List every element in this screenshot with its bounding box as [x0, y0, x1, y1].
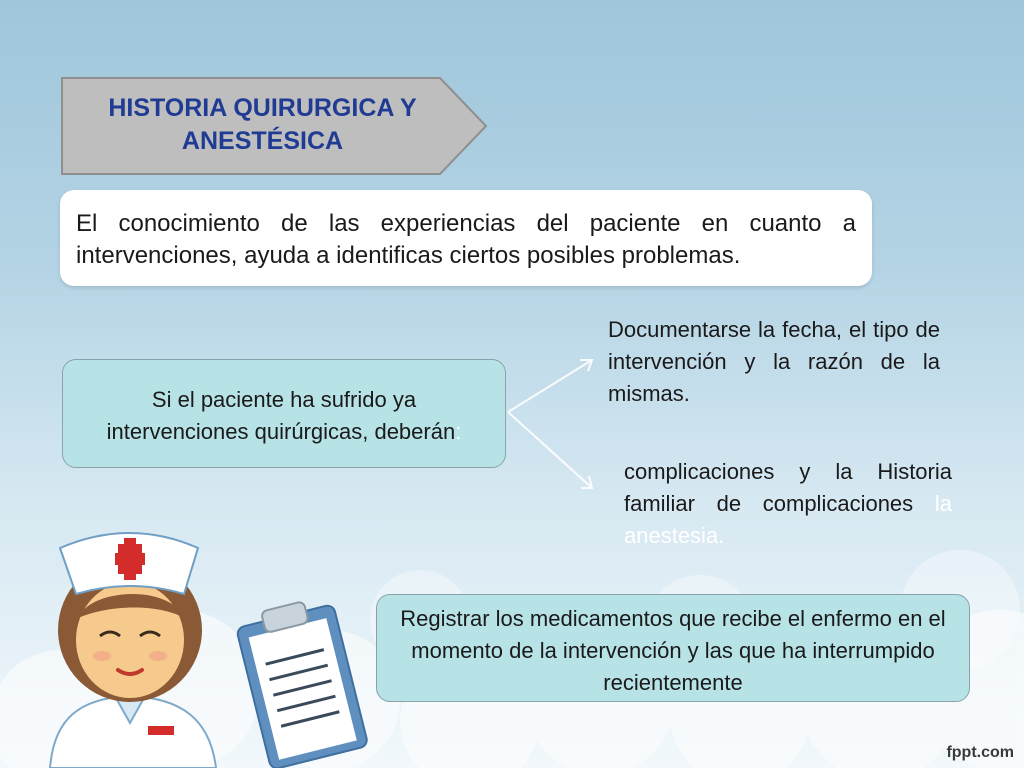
condition-colon: :: [455, 419, 462, 444]
point-documentation: Documentarse la fecha, el tipo de intervención y la razón de la mismas.: [608, 317, 940, 406]
title-line-2: ANESTÉSICA: [181, 127, 344, 155]
point-complications-text: complicaciones y la Historia familiar de complicaciones: [624, 459, 952, 516]
point-complications-faint: la anestesia.: [624, 491, 952, 548]
nurse-illustration: [20, 518, 240, 768]
condition-line-2-text: intervenciones quirúrgicas, deberán: [106, 419, 456, 444]
medications-note-text: Registrar los medicamentos que recibe el enfermo en el momento de la intervención y las que ha interrumpido recientemente: [400, 606, 946, 695]
footer-brand: fppt.com: [946, 744, 1014, 761]
condition-line-1: Si el paciente ha sufrido ya: [151, 387, 417, 412]
clipboard-icon: [232, 596, 372, 768]
medications-note-box: [376, 594, 970, 702]
intro-text: El conocimiento de las experiencias del paciente en cuanto a intervenciones, ayuda a identificas ciertos posibles problemas.: [76, 210, 856, 269]
title-line-1: HISTORIA QUIRURGICA Y: [108, 94, 417, 122]
point-complications: [624, 456, 952, 552]
medical-cross-icon: [115, 538, 145, 580]
